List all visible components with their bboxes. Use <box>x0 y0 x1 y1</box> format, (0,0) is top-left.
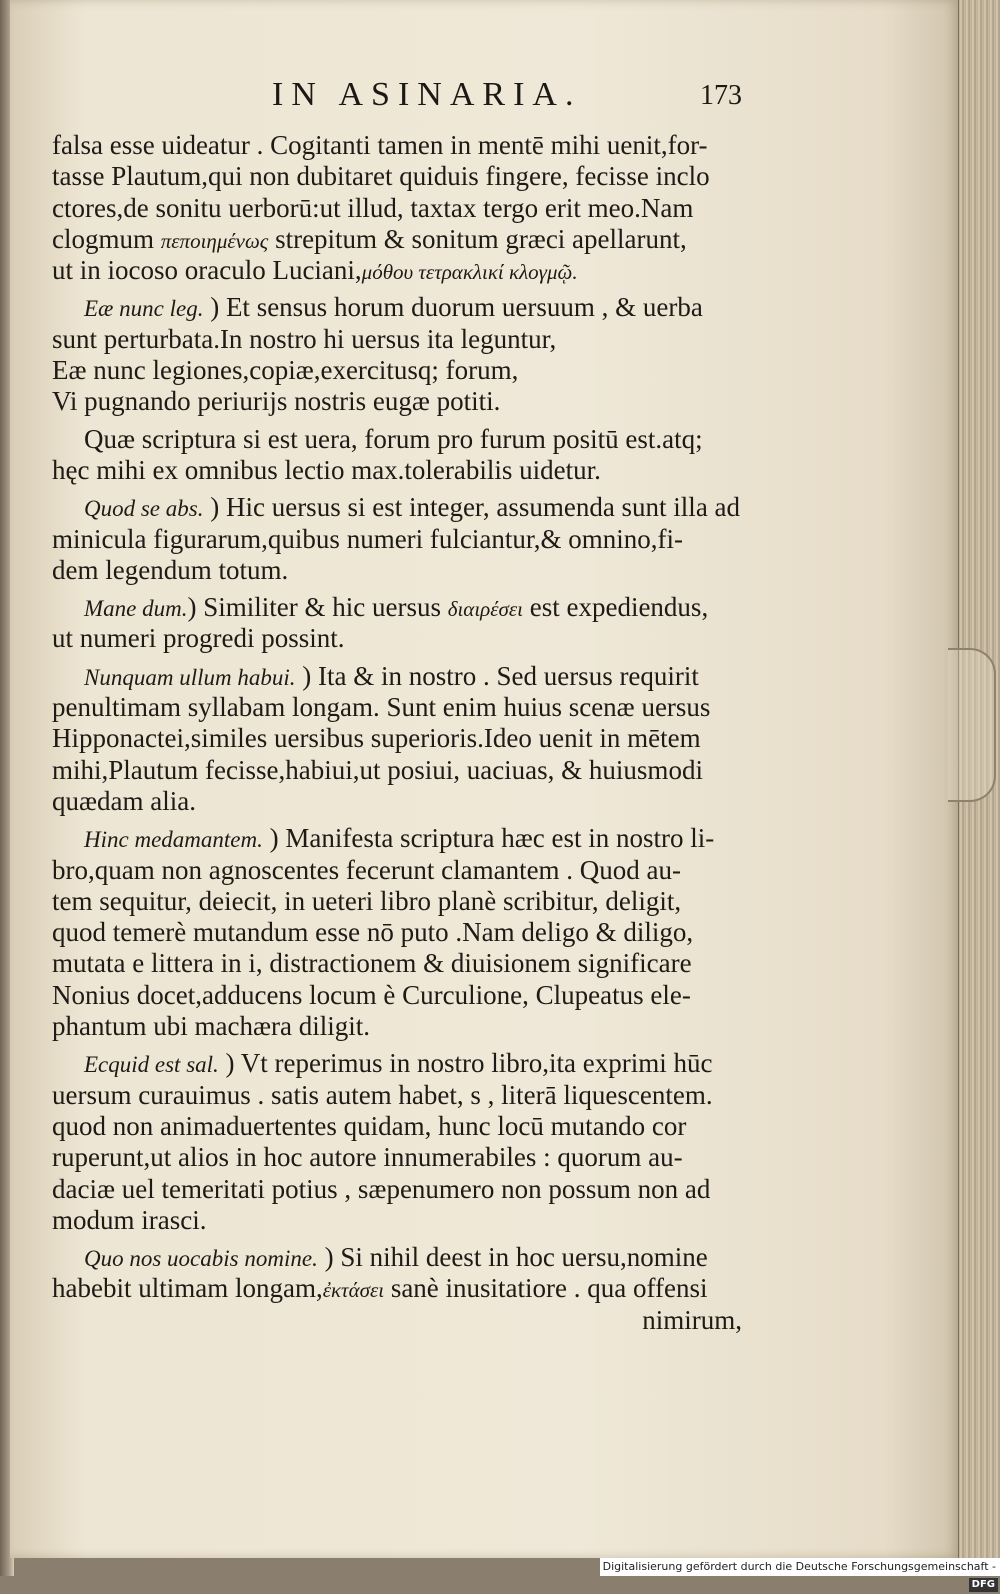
greek-term: μόθου τετρακλικί κλογμῷ. <box>361 260 578 285</box>
text-segment: uersum curauimus . satis autem habet, s , literā liquescentem. <box>52 1079 713 1110</box>
greek-term: διαιρέσει <box>447 597 523 622</box>
text-line <box>52 755 742 786</box>
text-line <box>52 386 742 417</box>
text-line <box>52 1174 742 1205</box>
text-segment: quædam alia. <box>52 785 196 816</box>
text-line <box>52 692 742 723</box>
text-segment: Vi pugnando periurijs nostris eugæ potiti. <box>52 386 501 417</box>
text-line <box>52 255 742 286</box>
page-number: 173 <box>700 80 742 111</box>
text-segment: tem sequitur, deiecit, in ueteri libro planè scribitur, deligit, <box>52 885 682 916</box>
text-segment: dem legendum totum. <box>52 554 289 585</box>
lemma: Quo nos uocabis nomine. <box>84 1246 318 1272</box>
text-segment: ut in iocoso oraculo Luciani, <box>52 255 362 286</box>
text-segment: minicula figurarum,quibus numeri fulciantur,& omnino,fi- <box>52 523 684 554</box>
text-segment: modum irasci. <box>52 1204 207 1235</box>
paragraph-first-line <box>52 823 742 854</box>
text-segment: ctores,de sonitu uerborū:ut illud, taxtax tergo erit meo.Nam <box>52 192 694 223</box>
paragraph-first-line <box>52 592 742 623</box>
paragraph-first-line <box>52 661 742 692</box>
text-line <box>52 723 742 754</box>
text-segment: nimirum, <box>642 1304 742 1335</box>
running-title: IN ASINARIA. <box>272 76 582 113</box>
paragraph-first-line <box>52 492 742 523</box>
greek-term: ἐκτάσει <box>322 1278 385 1303</box>
paragraph-first-line <box>52 292 742 323</box>
text-line <box>52 1080 742 1111</box>
footer-text: Digitalisierung gefördert durch die Deutsche Forschungsgemeinschaft - <box>602 1560 996 1573</box>
lemma: Mane dum. <box>84 596 188 622</box>
text-segment: mihi,Plautum fecisse,habiui,ut posiui, uaciuas, & huiusmodi <box>52 754 703 785</box>
paragraph-first-line <box>52 1242 742 1273</box>
funding-footer <box>600 1558 1000 1590</box>
text-segment: ) Si nihil deest in hoc uersu,nomine <box>317 1242 708 1273</box>
text-segment: ) Similiter & hic uersus <box>187 592 448 623</box>
text-line <box>52 224 742 255</box>
text-line <box>52 355 742 386</box>
text-segment: ut numeri progredi possint. <box>52 623 345 654</box>
text-segment: strepitum & sonitum græci apellarunt, <box>268 223 687 254</box>
lemma: Hinc medamantem. <box>84 827 263 853</box>
paragraph-first-line <box>52 424 742 455</box>
dfg-logo: DFG <box>969 1578 998 1592</box>
text-line <box>52 1011 742 1042</box>
text-line <box>52 980 742 1011</box>
text-line <box>52 1305 742 1336</box>
text-line <box>52 917 742 948</box>
book-page <box>10 0 960 1558</box>
text-segment: Hipponactei,similes uersibus superioris.Ideo uenit in mētem <box>52 723 701 754</box>
text-segment: ) Et sensus horum duorum uersuum , & uerba <box>203 292 703 323</box>
text-line <box>52 130 742 161</box>
text-segment: est expediendus, <box>522 592 709 623</box>
text-segment: ) Hic uersus si est integer, assumenda sunt illa ad <box>203 492 741 523</box>
text-segment: tasse Plautum,qui non dubitaret quiduis fingere, fecisse inclo <box>52 161 710 192</box>
text-line <box>52 623 742 654</box>
paragraph-first-line <box>52 1048 742 1079</box>
text-line <box>52 948 742 979</box>
lemma: Quod se abs. <box>84 496 204 522</box>
text-line <box>52 1205 742 1236</box>
text-line <box>52 161 742 192</box>
text-line <box>52 1142 742 1173</box>
text-segment: penultimam syllabam longam. Sunt enim huius scenæ uersus <box>52 692 711 723</box>
text-segment: falsa esse uideatur . Cogitanti tamen in mentē mihi uenit,for- <box>52 130 708 160</box>
text-line <box>52 524 742 555</box>
text-segment: bro,quam non agnoscentes fecerunt clamantem . Quod au- <box>52 854 682 885</box>
text-line <box>52 193 742 224</box>
lemma: Nunquam ullum habui. <box>84 664 296 690</box>
running-head <box>272 72 742 116</box>
text-line <box>52 324 742 355</box>
text-line <box>52 786 742 817</box>
text-line <box>52 1111 742 1142</box>
text-segment: ruperunt,ut alios in hoc autore innumerabiles : quorum au- <box>52 1142 683 1173</box>
text-segment: phantum ubi machæra diligit. <box>52 1011 370 1042</box>
page-clip-marker <box>948 648 996 802</box>
text-segment: mutata e littera in i, distractionem & diuisionem significare <box>52 948 692 979</box>
text-segment: ) Ita & in nostro . Sed uersus requirit <box>295 660 699 691</box>
text-segment: Eæ nunc legiones,copiæ,exercitusq; forum, <box>52 355 519 386</box>
greek-term: πεποιημένως <box>160 228 269 253</box>
text-line <box>52 555 742 586</box>
text-line <box>52 855 742 886</box>
text-segment: quod non animaduertentes quidam, hunc locū mutando cor <box>52 1110 687 1141</box>
text-segment: Quæ scriptura si est uera, forum pro furum positū est.atq; <box>84 423 703 454</box>
commentary-text <box>52 130 742 1336</box>
text-segment: ) Vt reperimus in nostro libro,ita exprimi hūc <box>218 1048 713 1079</box>
text-line <box>52 1273 742 1304</box>
text-line <box>52 455 742 486</box>
text-segment: habebit ultimam longam, <box>52 1273 323 1304</box>
text-segment: clogmum <box>52 223 161 254</box>
lemma: Ecquid est sal. <box>84 1052 219 1078</box>
text-segment: hęc mihi ex omnibus lectio max.tolerabilis uidetur. <box>52 454 601 485</box>
text-segment: daciæ uel temeritati potius , sæpenumero non possum non ad <box>52 1173 711 1204</box>
text-line <box>52 886 742 917</box>
lemma: Eæ nunc leg. <box>84 296 204 322</box>
text-segment: Nonius docet,adducens locum è Curculione, Clupeatus ele- <box>52 979 691 1010</box>
text-segment: quod temerè mutandum esse nō puto .Nam deligo & diligo, <box>52 917 694 948</box>
text-segment: sanè inusitatiore . qua offensi <box>384 1273 708 1304</box>
text-segment: sunt perturbata.In nostro hi uersus ita leguntur, <box>52 323 557 354</box>
text-segment: ) Manifesta scriptura hæc est in nostro li- <box>262 823 715 854</box>
